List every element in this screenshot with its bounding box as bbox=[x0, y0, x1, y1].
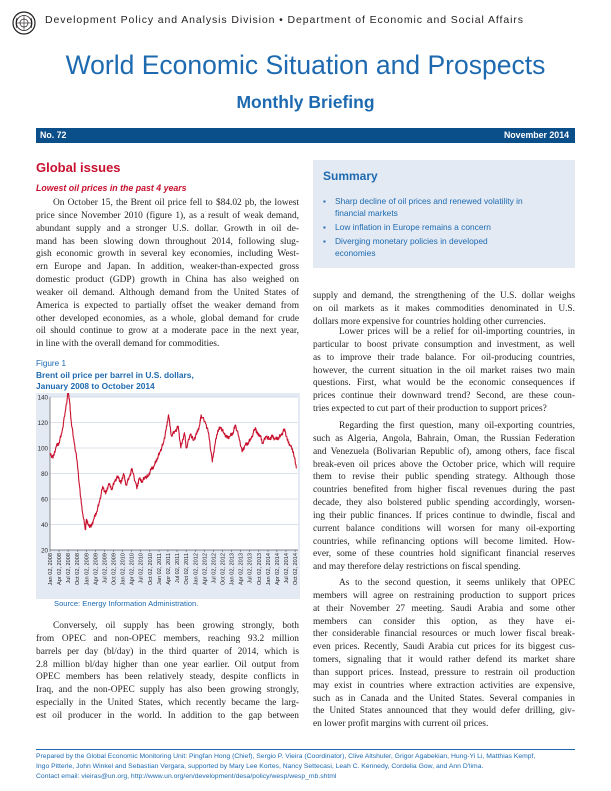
x-tick-label: Oct 02, 2011 bbox=[184, 553, 191, 585]
text-line: barrels per day (bl/day) in the third quarter of 2014, which is bbox=[36, 646, 299, 657]
x-tick-label: Jul 02, 2013 bbox=[247, 553, 254, 584]
x-tick-label: Jul 02, 2014 bbox=[283, 553, 290, 584]
summary-box bbox=[313, 160, 575, 268]
text-line: in line with the overall demand for commodities. bbox=[36, 339, 220, 350]
y-tick-label: 80 bbox=[41, 471, 48, 478]
text-line: ther considerable financial resources or much lower fiscal break- bbox=[313, 629, 575, 640]
text-line: ever, some of these countries hold significant financial reserves bbox=[313, 549, 575, 560]
x-tick-label: Oct 02, 2010 bbox=[147, 553, 154, 586]
x-tick-label: Jul 02, 2008 bbox=[66, 553, 73, 584]
text-line: them to revise their public spending strategy. Although those bbox=[313, 472, 575, 483]
text-line: abundant supply and a stronger U.S. dollar. Growth in oil de- bbox=[36, 223, 299, 234]
x-tick-label: Apr 02, 2014 bbox=[274, 553, 281, 586]
text-line: Iraq, and the non-OPEC supply has also been growing strongly, bbox=[36, 685, 299, 696]
text-line: On October 15, the Brent oil price fell to $84.02 pb, the lowest bbox=[53, 198, 299, 208]
text-line: dollars more expensive for countries holding other currencies. bbox=[313, 316, 546, 327]
text-line: prices continue their downward trend? Second, are these coun- bbox=[313, 391, 575, 402]
text-line: ern Europe and Japan. In addition, weaker-than-expected gross bbox=[36, 262, 299, 273]
bullet-icon: ▪ bbox=[323, 223, 326, 232]
publication-title: World Economic Situation and Prospects bbox=[65, 50, 546, 80]
x-tick-label: Jul 02, 2009 bbox=[102, 553, 109, 584]
x-tick-label: Jan 02, 2009 bbox=[84, 553, 91, 586]
text-line: especially in the United States, which recently became the larg- bbox=[36, 698, 299, 709]
figure-title bbox=[36, 370, 296, 391]
summary-item-line: Low inflation in Europe remains a concern bbox=[335, 222, 491, 232]
text-line: particular to boost private consumption and investment, as well bbox=[313, 339, 575, 350]
x-tick-label: Jul 02, 2011 bbox=[174, 553, 181, 584]
text-line: Conversely, oil supply has been growing strongly, both bbox=[53, 621, 299, 631]
text-line: OPEC members has been relatively steady, despite conflicts in bbox=[36, 672, 299, 683]
right-paragraph-3 bbox=[313, 420, 575, 574]
x-tick-label: Apr 02, 2008 bbox=[57, 553, 64, 586]
x-tick-label: Oct 02, 2012 bbox=[220, 553, 227, 586]
x-tick-label: Oct 02, 2013 bbox=[256, 553, 263, 586]
footer-credits bbox=[36, 752, 581, 782]
footer-line: Ingo Pitterle, John Winkel and Sebastian Vergara, supported by Mary Lee Kortes, Nancy Settecasi, Leah C. Kennedy, Cordelia Gow, and Ann D'lima. bbox=[36, 763, 484, 770]
figure-title-line: January 2008 to October 2014 bbox=[36, 380, 155, 391]
x-tick-label: Jan 02, 2012 bbox=[193, 553, 200, 586]
oil-price-chart bbox=[36, 393, 300, 599]
text-line: members can consider this option, as they have ei- bbox=[313, 616, 575, 627]
x-tick-label: Apr 02, 2013 bbox=[238, 553, 245, 586]
x-tick-label: Apr 02, 2012 bbox=[202, 553, 209, 586]
text-line: gish economic growth in several key economies, including West- bbox=[36, 249, 299, 260]
x-tick-label: Jan 02, 2014 bbox=[265, 553, 272, 586]
left-paragraph-1 bbox=[36, 197, 299, 351]
x-tick-label: Jan 02, 2011 bbox=[156, 553, 163, 585]
text-line: ing their public finances. If prices continue to dwindle, fiscal and bbox=[313, 510, 575, 521]
text-line: Regarding the first question, many oil-exporting countries, bbox=[339, 421, 575, 431]
y-tick-label: 100 bbox=[37, 445, 48, 453]
figure-label: Figure 1 bbox=[36, 359, 67, 368]
left-paragraph-2 bbox=[36, 620, 299, 723]
issue-date: November 2014 bbox=[503, 130, 569, 140]
x-tick-label: Jan 02, 2008 bbox=[48, 553, 54, 586]
division-line: Development Policy and Analysis Division • Department of Economic and Social Affairs bbox=[45, 14, 524, 26]
text-line: such as in Canada and the United States. Several companies in bbox=[313, 693, 575, 704]
y-tick-label: 140 bbox=[37, 394, 48, 402]
x-tick-label: Jan 02, 2013 bbox=[229, 553, 236, 586]
x-tick-label: Apr 02, 2011 bbox=[165, 553, 172, 585]
bullet-icon: ▪ bbox=[323, 197, 326, 206]
text-line: and Venezuela (Bolivarian Republic of), among others, face fiscal bbox=[313, 446, 575, 457]
section-heading: Global issues bbox=[36, 160, 121, 175]
text-line: countries benefited from higher fiscal revenues during the past bbox=[313, 485, 575, 496]
bullet-icon: ▪ bbox=[323, 237, 326, 246]
summary-item bbox=[323, 222, 568, 234]
figure-source: Source: Energy Information Administration. bbox=[54, 599, 199, 608]
x-tick-label: Oct 02, 2014 bbox=[293, 553, 300, 586]
issue-number: No. 72 bbox=[40, 130, 67, 140]
text-line: tries expected to cut part of their production to support prices? bbox=[313, 404, 547, 415]
text-line: even prices. Recently, Saudi Arabia cut prices for its biggest cus- bbox=[313, 642, 575, 653]
x-tick-label: Apr 02, 2009 bbox=[93, 553, 100, 586]
text-line: Lower prices will be a relief for oil-importing countries, in bbox=[339, 327, 575, 337]
x-tick-label: Oct 02, 2009 bbox=[111, 553, 118, 586]
text-line: en lower profit margins with current oil prices. bbox=[313, 719, 489, 730]
text-line: such as Algeria, Angola, Bahrain, Oman, the Russian Federation bbox=[313, 433, 575, 444]
text-line: price since November 2010 (figure 1), as a result of weak demand, bbox=[36, 210, 299, 221]
text-line: tomers, signaling that it would rather defend its market share bbox=[313, 655, 575, 666]
x-tick-label: Jul 02, 2010 bbox=[138, 553, 145, 584]
x-tick-label: Jul 02, 2012 bbox=[211, 553, 218, 584]
text-line: may exist in countries where extraction activities are expensive, bbox=[313, 680, 575, 691]
summary-item bbox=[323, 236, 568, 259]
issue-bar bbox=[36, 128, 575, 143]
text-line: weaker oil demand. Although demand from the United States of bbox=[36, 287, 299, 298]
x-tick-label: Jan 02, 2010 bbox=[120, 553, 127, 586]
text-line: as to improve their trade balance. For oil-producing countries, bbox=[313, 352, 575, 363]
text-line: domestic product (GDP) growth in China has also weighed on bbox=[36, 275, 299, 286]
text-line: on oil markets as it makes commodities denominated in U.S. bbox=[313, 303, 575, 314]
text-line: questions. First, what would be the economic consequences if bbox=[313, 378, 575, 389]
text-line: members will agree on restraining production to support prices bbox=[313, 590, 575, 601]
footer-line: Prepared by the Global Economic Monitoring Unit: Pingfan Hong (Chief), Sergio P. Vieira (Coordinator), Clive Altshuler, Grigor Agabekian, Hung-Yi Li, Matthias Kempf, bbox=[36, 753, 536, 760]
text-line: As to the second question, it seems unlikely that OPEC bbox=[339, 578, 575, 588]
text-line: current balance conditions will worsen for many oil-exporting bbox=[313, 523, 575, 534]
summary-item-line: economies bbox=[335, 247, 376, 258]
text-line: and may therefore delay restrictions on fiscal spending. bbox=[313, 562, 521, 573]
text-line: oil should continue to grow at a moderate pace in the next year, bbox=[36, 326, 299, 337]
right-paragraph-4 bbox=[313, 577, 575, 731]
text-line: America is expected to partially offset the weaker demand from bbox=[36, 300, 299, 311]
text-line: than support prices. Instead, pressure to restrain oil production bbox=[313, 667, 575, 678]
text-line: decade, they also bolstered public spending accordingly, worsen- bbox=[313, 498, 575, 509]
y-tick-label: 120 bbox=[37, 420, 48, 427]
section-subheading: Lowest oil prices in the past 4 years bbox=[36, 183, 187, 193]
footer-line: Contact email: vieiras@un.org, http://www.un.org/en/development/desa/policy/wesp/wesp_mb.shtml bbox=[36, 773, 337, 780]
x-tick-label: Oct 02, 2008 bbox=[75, 553, 82, 586]
summary-item-line: financial markets bbox=[335, 207, 398, 218]
footer-rule bbox=[36, 749, 575, 750]
summary-item-line: Diverging monetary policies in developed bbox=[335, 236, 488, 246]
text-line: however, the current situation in the oil market raises two main bbox=[313, 365, 575, 376]
text-line: other developed economies, as a whole, global demand for crude bbox=[36, 313, 299, 324]
text-line: 2.8 million bl/day higher than one year earlier. Oil output from bbox=[36, 659, 299, 670]
text-line: break-even oil prices above the October price, which will require bbox=[313, 459, 575, 470]
figure-title-line: Brent oil price per barrel in U.S. dollars, bbox=[36, 370, 194, 380]
x-tick-label: Apr 02, 2010 bbox=[129, 553, 136, 586]
summary-item-line: Sharp decline of oil prices and renewed volatility in bbox=[335, 196, 523, 206]
text-line: est oil producer in the world. In addition to the gap between bbox=[36, 710, 299, 721]
y-tick-label: 40 bbox=[41, 522, 48, 529]
y-tick-label: 20 bbox=[41, 547, 48, 555]
y-tick-label: 60 bbox=[41, 496, 48, 504]
text-line: mand has been slowing down throughout 2014, following slug- bbox=[36, 236, 299, 247]
text-line: at their November 27 meeting. Saudi Arabia and some other bbox=[313, 603, 575, 614]
text-line: countries, while refinancing options will become limited. How- bbox=[313, 536, 575, 547]
summary-item bbox=[323, 196, 568, 219]
right-paragraph-2 bbox=[313, 326, 575, 416]
text-line: the United States announced that they would defer drilling, giv- bbox=[313, 706, 575, 717]
summary-title: Summary bbox=[323, 169, 378, 183]
text-line: supply and demand, the strengthening of the U.S. dollar weighs bbox=[313, 291, 575, 301]
publication-subtitle: Monthly Briefing bbox=[236, 92, 375, 112]
right-paragraph-1 bbox=[313, 290, 575, 329]
text-line: from OPEC and non-OPEC members, reaching 93.2 million bbox=[36, 633, 299, 644]
un-emblem-icon bbox=[12, 11, 36, 35]
